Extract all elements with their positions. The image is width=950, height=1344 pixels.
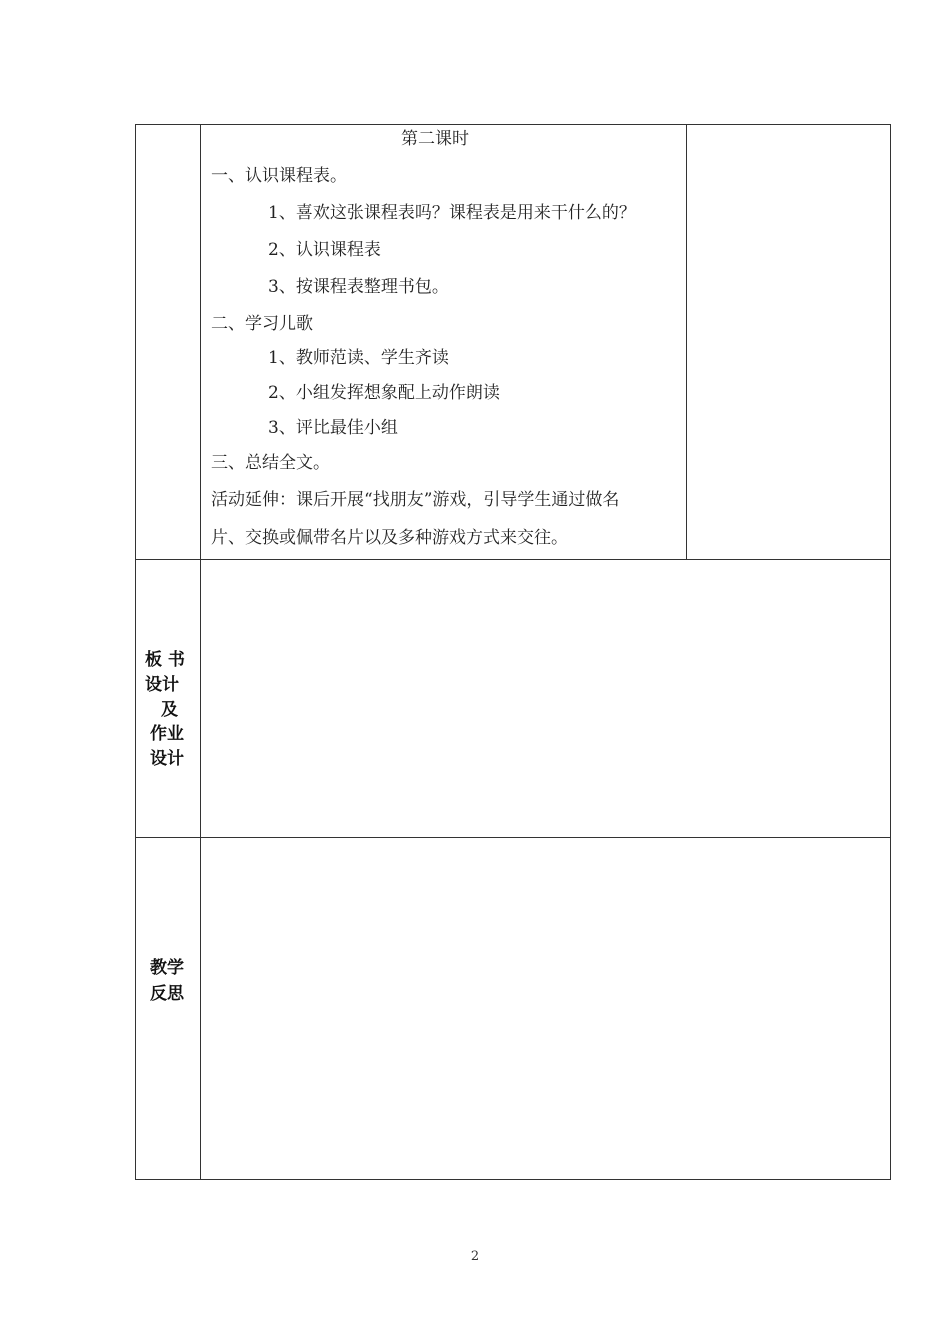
column-divider-left bbox=[200, 124, 201, 1180]
board-design-label-line-4: 作业 bbox=[150, 724, 184, 744]
board-design-label-line-5: 设计 bbox=[150, 749, 184, 769]
reflection-label-line-1: 教学 bbox=[150, 958, 184, 978]
lesson-line-10: 活动延伸：课后开展“找朋友”游戏，引导学生通过做名 bbox=[211, 490, 620, 510]
board-design-label-line-3: 及 bbox=[161, 700, 178, 720]
lesson-line-4: 3、按课程表整理书包。 bbox=[268, 277, 449, 297]
board-design-label-line-1: 板 书 bbox=[145, 650, 185, 670]
lesson-plan-table bbox=[135, 124, 891, 1180]
lesson-line-11: 片、交换或佩带名片以及多种游戏方式来交往。 bbox=[211, 528, 568, 548]
page-number: 2 bbox=[470, 1249, 480, 1264]
lesson-line-7: 2、小组发挥想象配上动作朗读 bbox=[268, 383, 500, 403]
lesson-line-6: 1、教师范读、学生齐读 bbox=[268, 348, 449, 368]
lesson-line-8: 3、评比最佳小组 bbox=[268, 418, 398, 438]
lesson-line-2: 1、喜欢这张课程表吗？课程表是用来干什么的？ bbox=[268, 203, 636, 223]
lesson-line-3: 2、认识课程表 bbox=[268, 240, 381, 260]
row-divider-2 bbox=[135, 837, 891, 838]
reflection-label-line-2: 反思 bbox=[150, 984, 184, 1004]
lesson-line-1: 一、认识课程表。 bbox=[211, 166, 347, 186]
lesson-line-9: 三、总结全文。 bbox=[211, 453, 330, 473]
lesson-title: 第二课时 bbox=[401, 129, 469, 149]
row-divider-1 bbox=[135, 559, 891, 560]
board-design-label-line-2: 设计 bbox=[145, 675, 179, 695]
lesson-line-5: 二、学习儿歌 bbox=[211, 314, 313, 334]
column-divider-right bbox=[686, 124, 687, 560]
